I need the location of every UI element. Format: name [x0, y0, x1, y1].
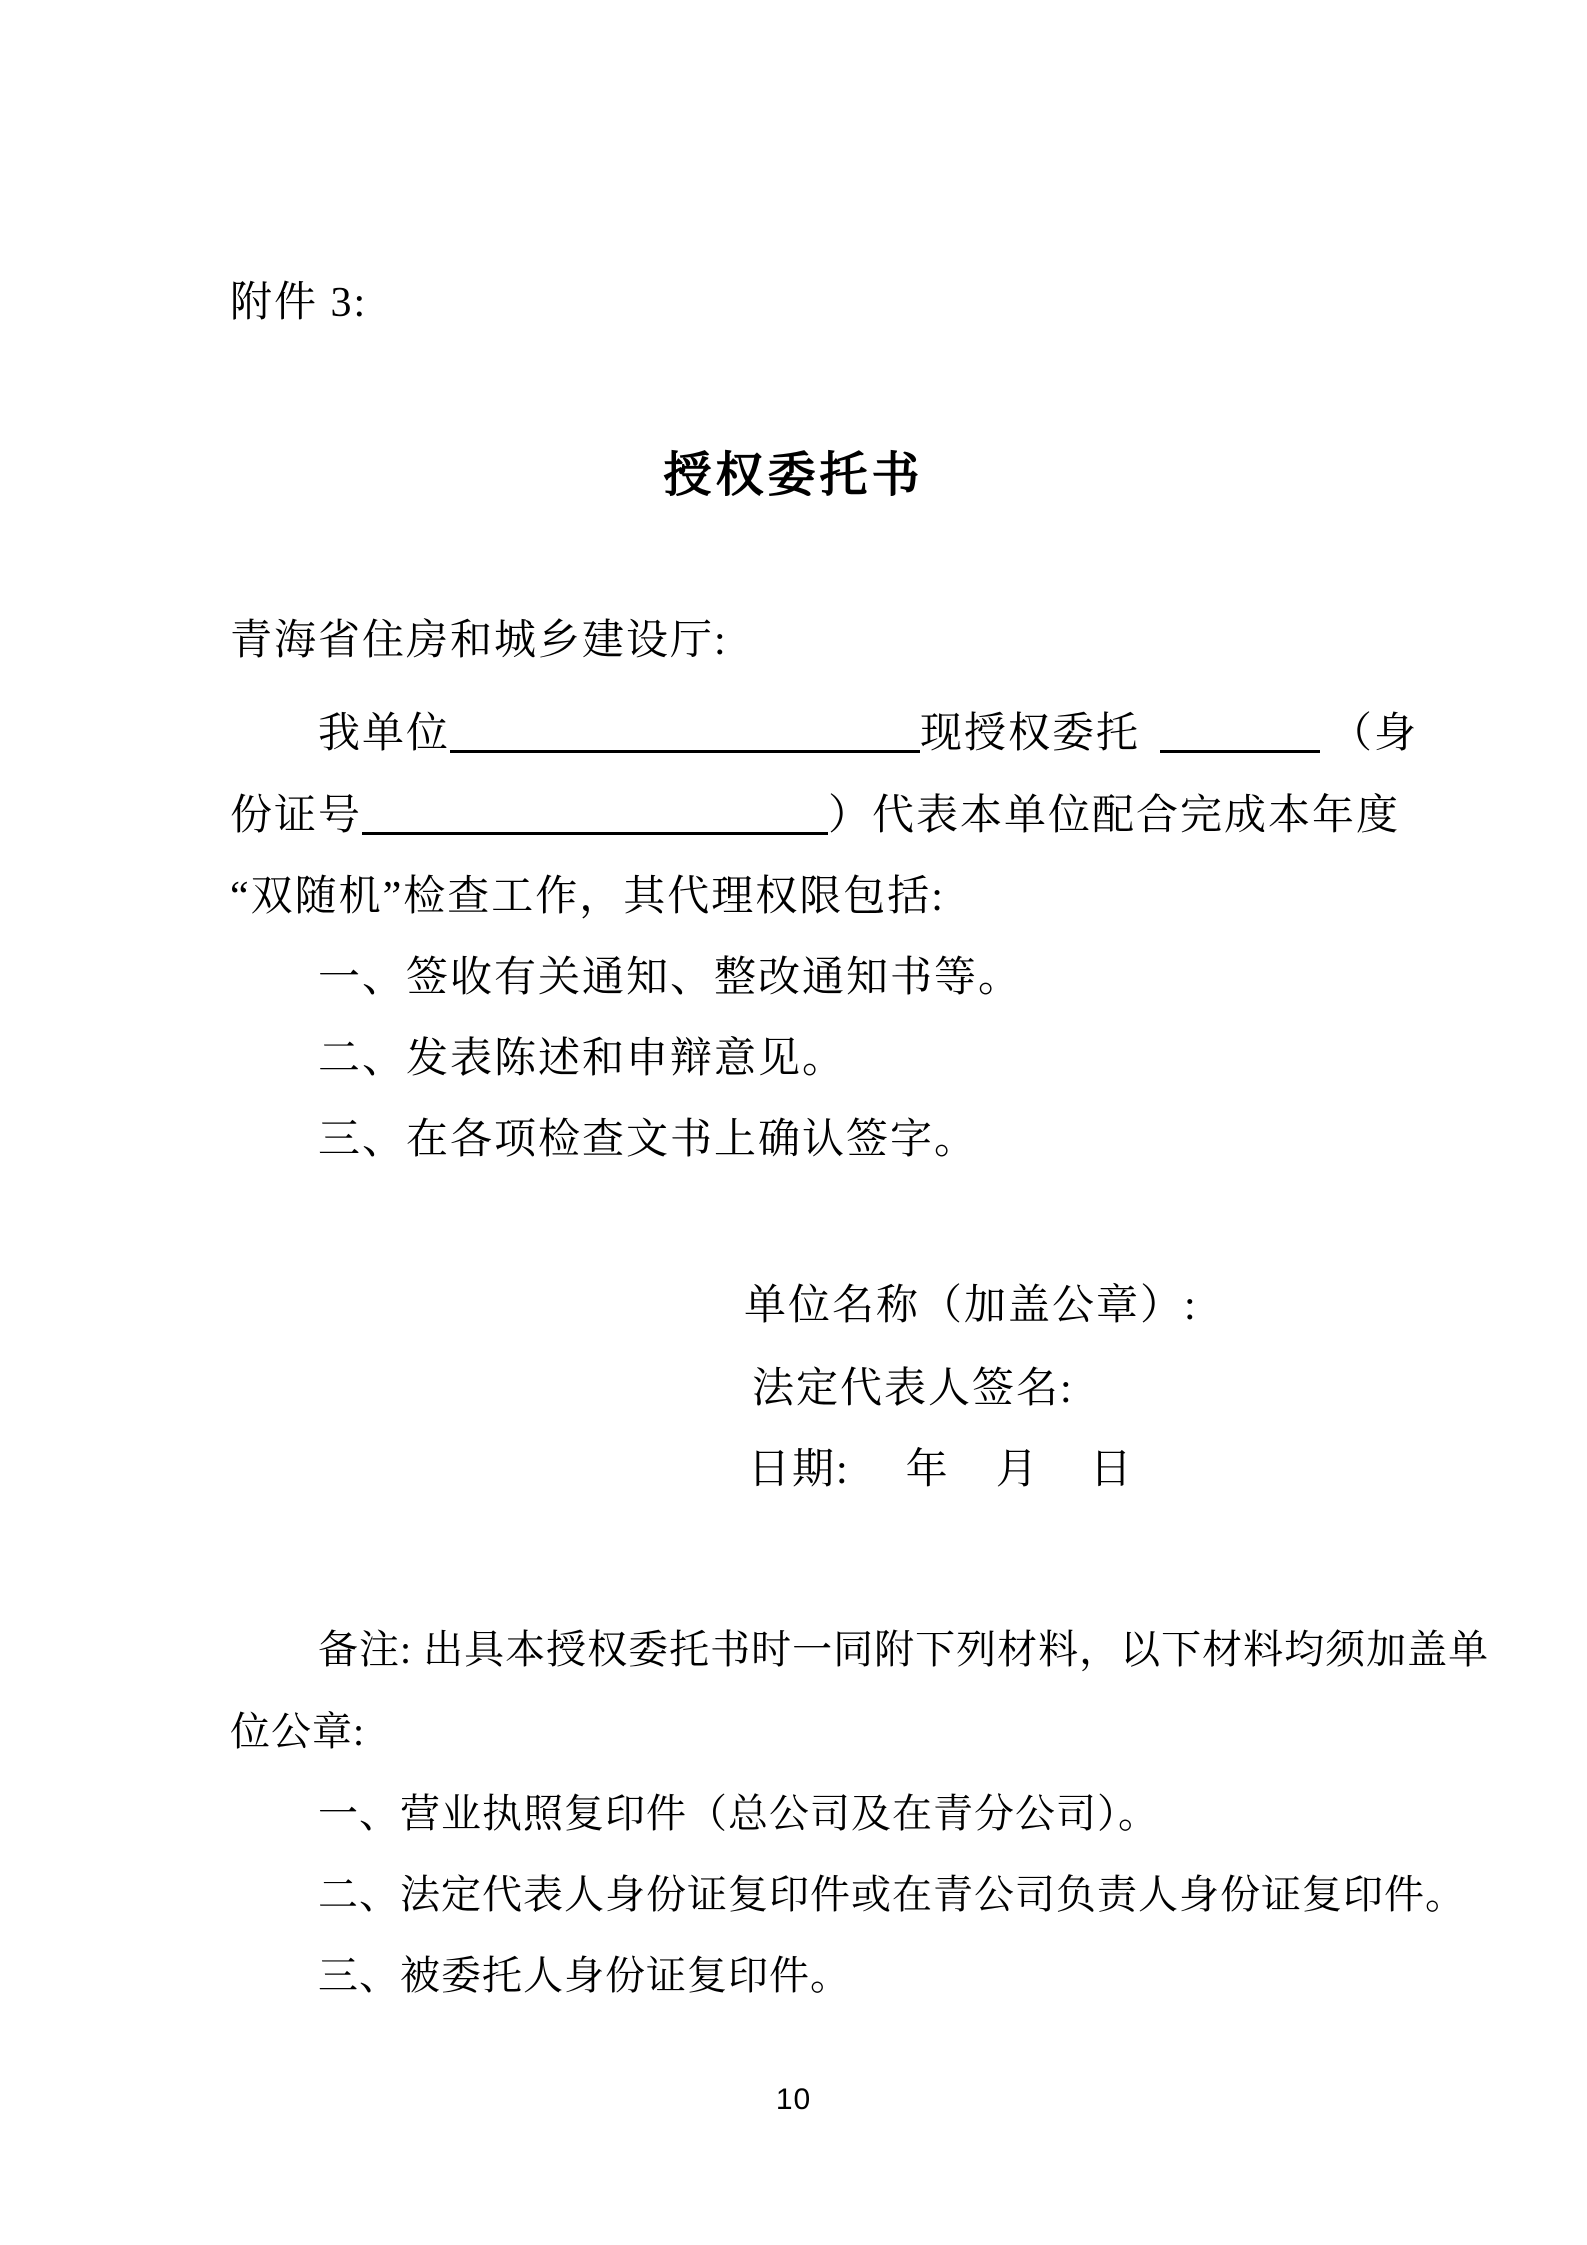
body-line1-mid: 现授权委托: [920, 711, 1141, 757]
salutation: 青海省住房和城乡建设厅:: [230, 618, 728, 664]
note-item-1: 一、营业执照复印件（总公司及在青分公司）。: [318, 1791, 1159, 1836]
note-line-2: 位公章:: [230, 1709, 366, 1754]
id-number-blank-field: [362, 792, 828, 835]
page-number: 10: [775, 2083, 812, 2116]
authorization-item-2: 二、发表陈述和申辩意见。: [318, 1036, 847, 1082]
authorization-item-1: 一、签收有关通知、整改通知书等。: [318, 955, 1023, 1001]
page-title: 授权委托书: [663, 449, 924, 502]
day-label: 日: [1089, 1447, 1134, 1493]
signature-unit-name-label: 单位名称（加盖公章）:: [744, 1283, 1198, 1329]
body-line1-pre: 我单位: [318, 711, 451, 757]
body-line2-end: ）代表本单位配合完成本年度: [828, 793, 1401, 839]
note-item-2: 二、法定代表人身份证复印件或在青公司负责人身份证复印件。: [318, 1872, 1466, 1917]
body-line1-end: （身: [1330, 711, 1419, 757]
trustee-name-blank-field: [1160, 710, 1320, 753]
signature-legal-rep-label: 法定代表人签名:: [752, 1366, 1074, 1412]
body-line2-pre: 份证号: [230, 793, 363, 839]
body-paragraph-line-2: [230, 792, 1400, 839]
date-label: 日期:: [748, 1447, 850, 1493]
note-line-1: 备注: 出具本授权委托书时一同附下列材料，以下材料均须加盖单: [318, 1627, 1490, 1672]
body-paragraph-line-1: [318, 710, 1418, 757]
unit-name-blank-field: [450, 710, 920, 753]
authorization-item-3: 三、在各项检查文书上确认签字。: [318, 1117, 979, 1163]
year-label: 年: [905, 1447, 950, 1493]
signature-date-line: [748, 1447, 1134, 1493]
body-paragraph-line-3: “双随机”检查工作，其代理权限包括:: [230, 874, 945, 920]
month-label: 月: [995, 1447, 1040, 1493]
note-item-3: 三、被委托人身份证复印件。: [318, 1953, 851, 1998]
attachment-label: 附件 3:: [230, 280, 368, 326]
